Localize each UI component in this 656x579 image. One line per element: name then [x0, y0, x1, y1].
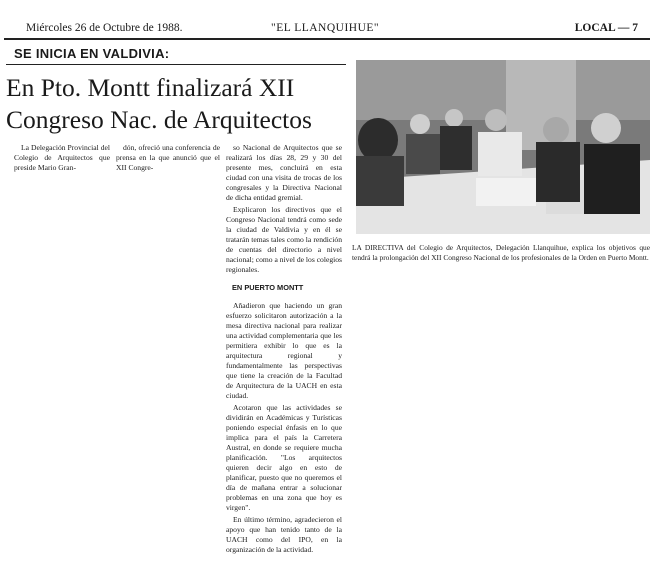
article-paragraph: Acotaron que las actividades se dividirán en Académicas y Turísticas poniendo especial énfasis en lo que implica para el país la Carretera Austral, en donde se requiere mucha planificación. "Los arquitectos quieren decir algo en esto de planificar, puesto que no queremos el día de mañana entrar a solucionar problemas en una zona que hoy es virgen".	[226, 403, 342, 512]
press-photo-illustration	[356, 60, 650, 234]
headline-line-1: En Pto. Montt finalizará XII	[6, 73, 295, 102]
masthead-paper-name: "EL LLANQUIHUE"	[271, 22, 380, 34]
masthead-date: Miércoles 26 de Octubre de 1988.	[26, 22, 183, 34]
masthead-section: LOCAL — 7	[574, 22, 638, 34]
article-subhead: EN PUERTO MONTT	[232, 283, 304, 292]
article-paragraph: La Delegación Provincial del Colegio de Arquitectos que preside Mario Gran-	[14, 143, 110, 172]
article-headline	[6, 72, 346, 136]
article-column-1	[14, 143, 110, 175]
photo-caption: LA DIRECTIVA del Colegio de Arquitectos, Delegación Llanquihue, explica los objetivos que tendrá la prolongación del XII Congreso Nacional de los profesionales de la Orden en Puerto Montt.	[352, 243, 650, 262]
article-column-2	[116, 143, 220, 175]
article-kicker: SE INICIA EN VALDIVIA:	[14, 46, 170, 61]
headline-line-2: Congreso Nac. de Arquitectos	[6, 105, 312, 134]
article-paragraph: so Nacional de Arquitectos que se realizará los días 28, 29 y 30 del presente mes, concluirá en esta ciudad con una visita de trocas de los congresales y la Directiva Nacional de dicha entidad gremial.	[226, 143, 342, 202]
kicker-rule	[6, 64, 346, 65]
press-photo	[356, 60, 650, 234]
article-paragraph: dón, ofreció una conferencia de prensa en la que anunció que el XII Congre-	[116, 143, 220, 172]
page-masthead	[26, 22, 638, 38]
article-paragraph: Añadieron que haciendo un gran esfuerzo solicitaron autorización a la mesa directiva nacional para realizar una actividad complementaria que les permitiera exhibir lo que es la arquitectura regional y fundamentalmente las perspectivas que tiene la creación de la Facultad de Arquitectura de la UACH en esta ciudad.	[226, 301, 342, 400]
masthead-rule	[4, 38, 650, 40]
article-paragraph: En último término, agradecieron el apoyo que han tenido tanto de la UACH como del IPO, en la organización de la actividad.	[226, 515, 342, 554]
article-paragraph: Explicaron los directivos que el Congreso Nacional tendrá como sede la ciudad de Valdivia y en él se tratarán temas tales como la rendición de cuentas del directorio a nivel nacional; como a nivel de los colegios regionales.	[226, 205, 342, 274]
article-column-3	[226, 143, 342, 557]
